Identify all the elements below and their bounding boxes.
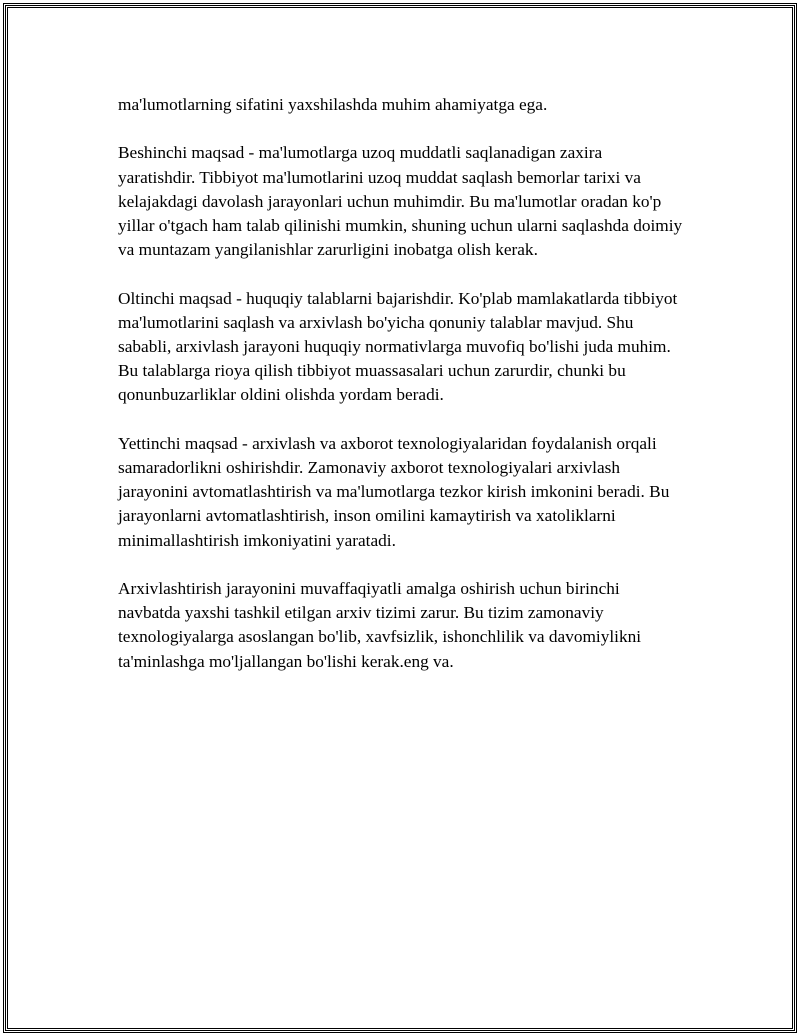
paragraph-seventh-goal: Yettinchi maqsad - arxivlash va axborot texnologiyalaridan foydalanish orqali samaradorlikni oshirishdir. Zamonaviy axborot texnologiyalari arxivlash jarayonini avtomatlashtirish va ma'lumotlarga tezkor kirish imkonini beradi. Bu jarayonlarni avtomatlashtirish, inson omilini kamaytirish va xatoliklarni minimallashtirish imkoniyatini yaratadi. (118, 433, 670, 550)
paragraph-conclusion: Arxivlashtirish jarayonini muvaffaqiyatli amalga oshirish uchun birinchi navbatda yaxshi tashkil etilgan arxiv tizimi zarur. Bu tizim zamonaviy texnologiyalarga asoslangan bo'lib, xavfsizlik, ishonchlilik va davomiylikni ta'minlashga mo'ljallangan bo'lishi kerak.eng va. (118, 579, 642, 671)
paragraph-fifth-goal: Beshinchi maqsad - ma'lumotlarga uzoq muddatli saqlanadigan zaxira yaratishdir. Tibbiyot ma'lumotlarini uzoq muddat saqlash bemorlar tarixi va kelajakdagi davolash jarayonlari uchun muhimdir. Bu ma'lumotlar oradan ko'p yillar o'tgach ham talab qilinishi mumkin, shuning uchun ularni saqlashda doimiy va muntazam yangilanishlar zarurligini inobatga olish kerak. (118, 143, 683, 260)
paragraph-sixth-goal: Oltinchi maqsad - huquqiy talablarni bajarishdir. Ko'plab mamlakatlarda tibbiyot ma'lumotlarini saqlash va arxivlash bo'yicha qonuniy talablar mavjud. Shu sababli, arxivlash jarayoni huquqiy normativlarga muvofiq bo'lishi juda muhim. Bu talablarga rioya qilish tibbiyot muassasalari uchun zarurdir, chunki bu qonunbuzarliklar oldini olishda yordam beradi. (118, 288, 678, 405)
paragraph-intro-continuation: ma'lumotlarning sifatini yaxshilashda muhim ahamiyatga ega. (118, 95, 548, 114)
document-body (118, 93, 683, 698)
